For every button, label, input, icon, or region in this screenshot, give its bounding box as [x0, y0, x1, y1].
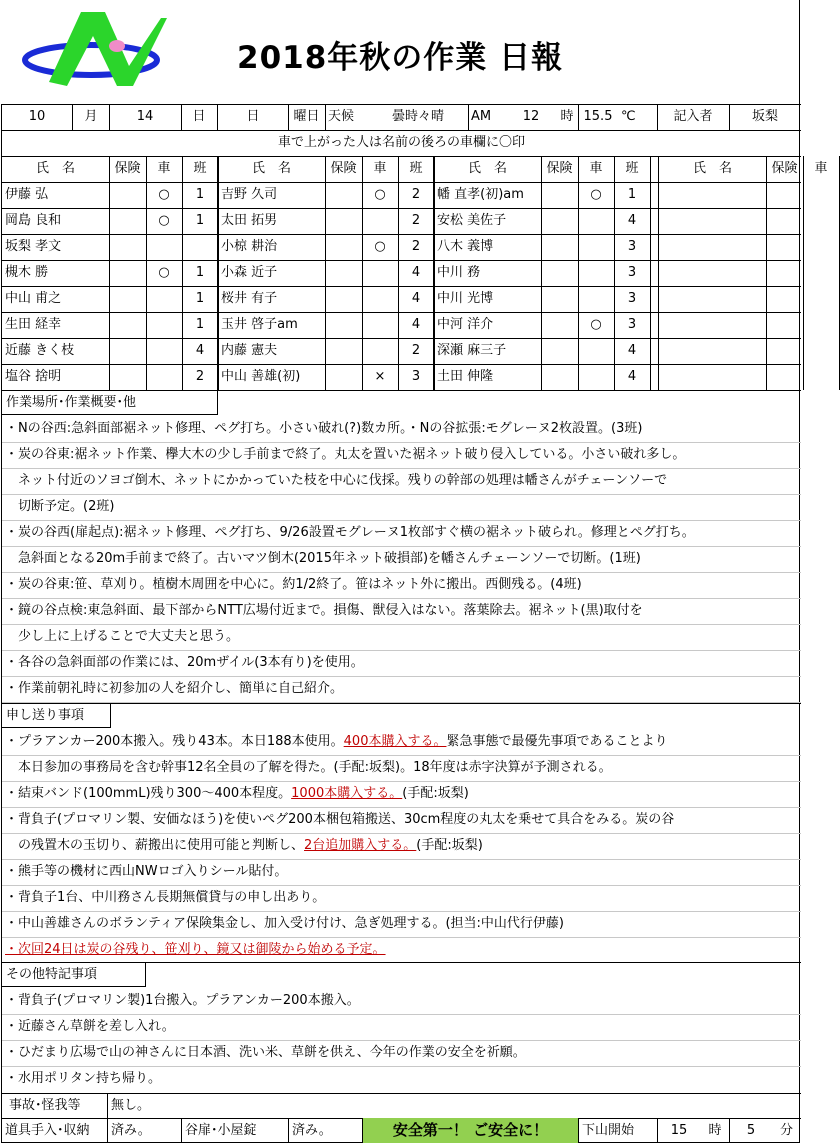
col-header-name: 氏 名	[35, 161, 75, 176]
participant-car-mark	[578, 208, 614, 234]
participant-team: 1	[627, 187, 637, 202]
participant-car-mark: ×	[374, 369, 386, 384]
participant-team: 2	[195, 369, 205, 384]
participant-team: 3	[627, 265, 637, 280]
other-line: ・近藤さん草餅を差し入れ。	[5, 1019, 175, 1034]
handover-line	[5, 937, 386, 963]
participant-car-mark	[362, 260, 398, 286]
weekday-unit: 曜日	[293, 109, 320, 124]
handover-text: 本日参加の事務局を含む幹事12名全員の了解を得た。(手配:坂梨)。18年度は赤字決算が予測される。	[5, 760, 612, 775]
other-line: ・背負子(プロマリン製)1台搬入。プラアンカー200本搬入。	[5, 993, 360, 1008]
participant-team: 3	[627, 317, 637, 332]
participant-name: 中川 務	[437, 265, 481, 280]
participant-name: 小椋 耕治	[221, 239, 278, 254]
participant-car-mark: ○	[158, 213, 170, 228]
month-value: 10	[28, 109, 46, 124]
accident-label: 事故･怪我等	[9, 1098, 81, 1113]
recorder-label: 記入者	[673, 109, 713, 124]
participant-team: 4	[411, 317, 421, 332]
col-header-insurance: 保険	[114, 161, 141, 176]
safety-banner: 安全第一！ ご安全に！	[363, 1118, 578, 1143]
weather-label: 天候	[328, 109, 355, 124]
participant-name: 内藤 憲夫	[221, 343, 278, 358]
handover-text: ・プラアンカー200本搬入。残り43本。本日188本使用。	[5, 734, 344, 749]
participant-team: 3	[627, 239, 637, 254]
participant-car-mark	[146, 286, 182, 312]
participant-team: 2	[411, 213, 421, 228]
door-lock-value: 済み。	[292, 1123, 332, 1138]
day-unit: 日	[192, 109, 206, 124]
col-header-name: 氏 名	[251, 161, 291, 176]
handover-line	[5, 807, 674, 833]
participant-name: 太田 拓男	[221, 213, 278, 228]
participant-car-mark: ○	[590, 317, 602, 332]
participant-name: 伊藤 弘	[5, 187, 49, 202]
recorder-name: 坂梨	[751, 109, 778, 124]
participant-name: 中山 善雄(初)	[221, 369, 301, 384]
work-line: ・鏡の谷点検:東急斜面、最下部からNTT広場付近まで。損傷、獣侵入はない。落葉除去。裾ネット(黒)取付を	[5, 603, 643, 618]
temperature-unit: ℃	[621, 109, 636, 124]
work-line: 少し上に上げることで大丈夫と思う。	[5, 629, 240, 644]
participant-team: 1	[195, 291, 205, 306]
handover-highlight: 400本購入する。	[343, 734, 447, 749]
handover-section-label: 申し送り事項	[2, 703, 111, 728]
hour-value: 12	[522, 109, 540, 124]
participant-name: 深瀬 麻三子	[437, 343, 507, 358]
handover-line	[5, 833, 483, 859]
participant-name: 桜井 有子	[221, 291, 278, 306]
participant-name: 坂梨 孝文	[5, 239, 62, 254]
handover-line	[5, 729, 668, 755]
handover-text-after: (手配:坂梨)	[416, 838, 483, 853]
participant-name: 岡島 良和	[5, 213, 62, 228]
participant-name: 八木 義博	[437, 239, 494, 254]
col-header-car: 車	[814, 161, 828, 176]
participant-car-mark	[578, 338, 614, 364]
month-unit: 月	[84, 109, 98, 124]
participant-car-mark: ○	[374, 239, 386, 254]
door-lock-label: 谷扉･小屋錠	[185, 1123, 257, 1138]
work-line: ・炭の谷東:笹、草刈り。植樹木周囲を中心に。約1/2終了。笹はネット外に搬出。西側残る。(4班)	[5, 577, 582, 592]
participant-name: 玉井 啓子am	[221, 317, 298, 332]
work-line: ・各谷の急斜面部の作業には、20mザイル(3本有り)を使用。	[5, 655, 364, 670]
participant-team: 4	[411, 265, 421, 280]
participant-car-mark: ○	[374, 187, 386, 202]
participant-car-mark	[146, 312, 182, 338]
handover-text: ・背負子(プロマリン製、安価なほう)を使いペグ200本梱包箱搬送、30cm程度の丸太を乗せて具合をみる。炭の谷	[5, 812, 675, 827]
handover-highlight: 1000本購入する。	[291, 786, 403, 801]
car-note: 車で上がった人は名前の後ろの車欄に〇印	[277, 135, 525, 150]
participant-car-mark: ○	[158, 265, 170, 280]
participant-team: 1	[195, 265, 205, 280]
participant-name: 吉野 久司	[221, 187, 278, 202]
participant-team: 1	[195, 213, 205, 228]
col-header-car: 車	[373, 161, 387, 176]
hour-unit: 時	[560, 109, 574, 124]
handover-highlight: 2台追加購入する。	[304, 838, 417, 853]
participant-car-mark	[362, 338, 398, 364]
work-line: ・炭の谷東:裾ネット作業、欅大木の少し手前まで終了。丸太を置いた裾ネット破り侵入している。小さい破れ多し。	[5, 447, 686, 462]
participant-name: 安松 美佐子	[437, 213, 507, 228]
weather-value: 曇時々晴	[391, 109, 444, 124]
col-header-insurance: 保険	[771, 161, 798, 176]
participant-team: 4	[195, 343, 205, 358]
participant-car-mark	[578, 260, 614, 286]
col-header-insurance: 保険	[330, 161, 357, 176]
participant-name: 小森 近子	[221, 265, 278, 280]
participant-name: 塩谷 捨明	[5, 369, 62, 384]
daily-report-page	[1, 0, 828, 1143]
participant-car-mark	[146, 338, 182, 364]
ampm-value: AM	[471, 109, 492, 124]
participant-car-mark	[362, 312, 398, 338]
work-line: ・炭の谷西(扉起点):裾ネット修理、ペグ打ち、9/26設置モグレーヌ1枚部すぐ横の裾ネット破られ。修理とペグ打ち。	[5, 525, 695, 540]
col-header-car: 車	[157, 161, 171, 176]
col-header-name: 氏 名	[467, 161, 507, 176]
handover-line	[5, 911, 564, 937]
participant-car-mark	[362, 286, 398, 312]
day-value: 14	[136, 109, 154, 124]
col-header-insurance: 保険	[546, 161, 573, 176]
participant-car-mark	[146, 364, 182, 390]
work-line: 急斜面となる20m手前まで終了。古いマツ倒木(2015年ネット破損部)を幡さんチェーンソーで切断。(1班)	[5, 551, 641, 566]
participant-name: 幡 直孝(初)am	[437, 187, 524, 202]
participant-car-mark	[578, 234, 614, 260]
participant-car-mark: ○	[158, 187, 170, 202]
participant-team: 4	[627, 343, 637, 358]
weekday-value: 日	[246, 109, 260, 124]
participant-name: 中山 甫之	[5, 291, 62, 306]
descent-minute: 5	[746, 1123, 756, 1138]
handover-text: の残置木の玉切り、薪搬出に使用可能と判断し、	[5, 838, 305, 853]
handover-text: ・熊手等の機材に西山NWロゴ入りシール貼付。	[5, 864, 288, 879]
participant-name: 槻木 勝	[5, 265, 49, 280]
descent-hour-unit: 時	[708, 1123, 722, 1138]
col-header-team: 班	[409, 161, 423, 176]
other-line: ・水用ポリタン持ち帰り。	[5, 1071, 162, 1086]
participant-team: 2	[411, 239, 421, 254]
participant-name: 近藤 きく枝	[5, 343, 75, 358]
handover-line	[5, 755, 612, 781]
participant-team: 1	[195, 317, 205, 332]
participant-car-mark	[578, 286, 614, 312]
descent-label: 下山開始	[582, 1123, 635, 1138]
participant-team: 2	[411, 343, 421, 358]
participant-car-mark: ○	[590, 187, 602, 202]
col-header-car: 車	[589, 161, 603, 176]
handover-text: ・結束バンド(100mmL)残り300～400本程度。	[5, 786, 292, 801]
participant-team: 4	[411, 291, 421, 306]
work-line: ネット付近のソヨゴ倒木、ネットにかかっていた枝を中心に伐採。残りの幹部の処理は幡さんがチェーンソーで	[5, 473, 668, 488]
participant-car-mark	[146, 234, 182, 260]
participant-team: 3	[627, 291, 637, 306]
work-line: 切断予定。(2班)	[5, 499, 115, 514]
work-line: ・Nの谷西:急斜面部裾ネット修理、ペグ打ち。小さい破れ(?)数カ所。・Nの谷拡張:モグレーヌ2枚設置。(3班)	[5, 421, 643, 436]
participant-car-mark	[578, 364, 614, 390]
participant-name: 土田 伸隆	[437, 369, 494, 384]
accident-value: 無し。	[111, 1098, 151, 1113]
participant-car-mark	[362, 208, 398, 234]
participant-team: 4	[627, 369, 637, 384]
handover-text: ・背負子1台、中川務さん長期無償貸与の申し出あり。	[5, 890, 326, 905]
page-title: 2018年秋の作業 日報	[237, 40, 564, 76]
work-line: ・作業前朝礼時に初参加の人を紹介し、簡単に自己紹介。	[5, 681, 344, 696]
handover-line	[5, 885, 325, 911]
other-section-label: その他特記事項	[2, 962, 146, 987]
descent-hour: 15	[670, 1123, 688, 1138]
descent-minute-unit: 分	[779, 1123, 793, 1138]
participant-team: 3	[411, 369, 421, 384]
col-header-team: 班	[625, 161, 639, 176]
handover-text: ・中山善雄さんのボランティア保険集金し、加入受け付け、急ぎ処理する。(担当:中山代行伊藤)	[5, 916, 564, 931]
participant-team	[182, 234, 218, 260]
handover-line	[5, 859, 287, 885]
handover-text-after: (手配:坂梨)	[402, 786, 469, 801]
handover-line	[5, 781, 469, 807]
participant-team: 4	[627, 213, 637, 228]
handover-text-after: 緊急事態で最優先事項であることより	[446, 734, 668, 749]
work-section-label: 作業場所･作業概要･他	[2, 390, 218, 415]
handover-highlight: ・次回24日は炭の谷残り、笹刈り、鏡又は御陵から始める予定。	[5, 942, 386, 957]
organization-logo	[21, 6, 166, 92]
participant-team: 1	[195, 187, 205, 202]
participant-name: 中河 洋介	[437, 317, 494, 332]
temperature-value: 15.5	[583, 109, 613, 124]
participant-name: 生田 経幸	[5, 317, 62, 332]
other-line: ・ひだまり広場で山の神さんに日本酒、洗い米、草餅を供え、今年の作業の安全を祈願。	[5, 1045, 526, 1060]
participant-name: 中川 光博	[437, 291, 494, 306]
tools-label: 道具手入･収納	[5, 1123, 90, 1138]
col-header-name: 氏 名	[692, 161, 732, 176]
col-header-team: 班	[193, 161, 207, 176]
participant-team: 2	[411, 187, 421, 202]
tools-value: 済み。	[111, 1123, 151, 1138]
